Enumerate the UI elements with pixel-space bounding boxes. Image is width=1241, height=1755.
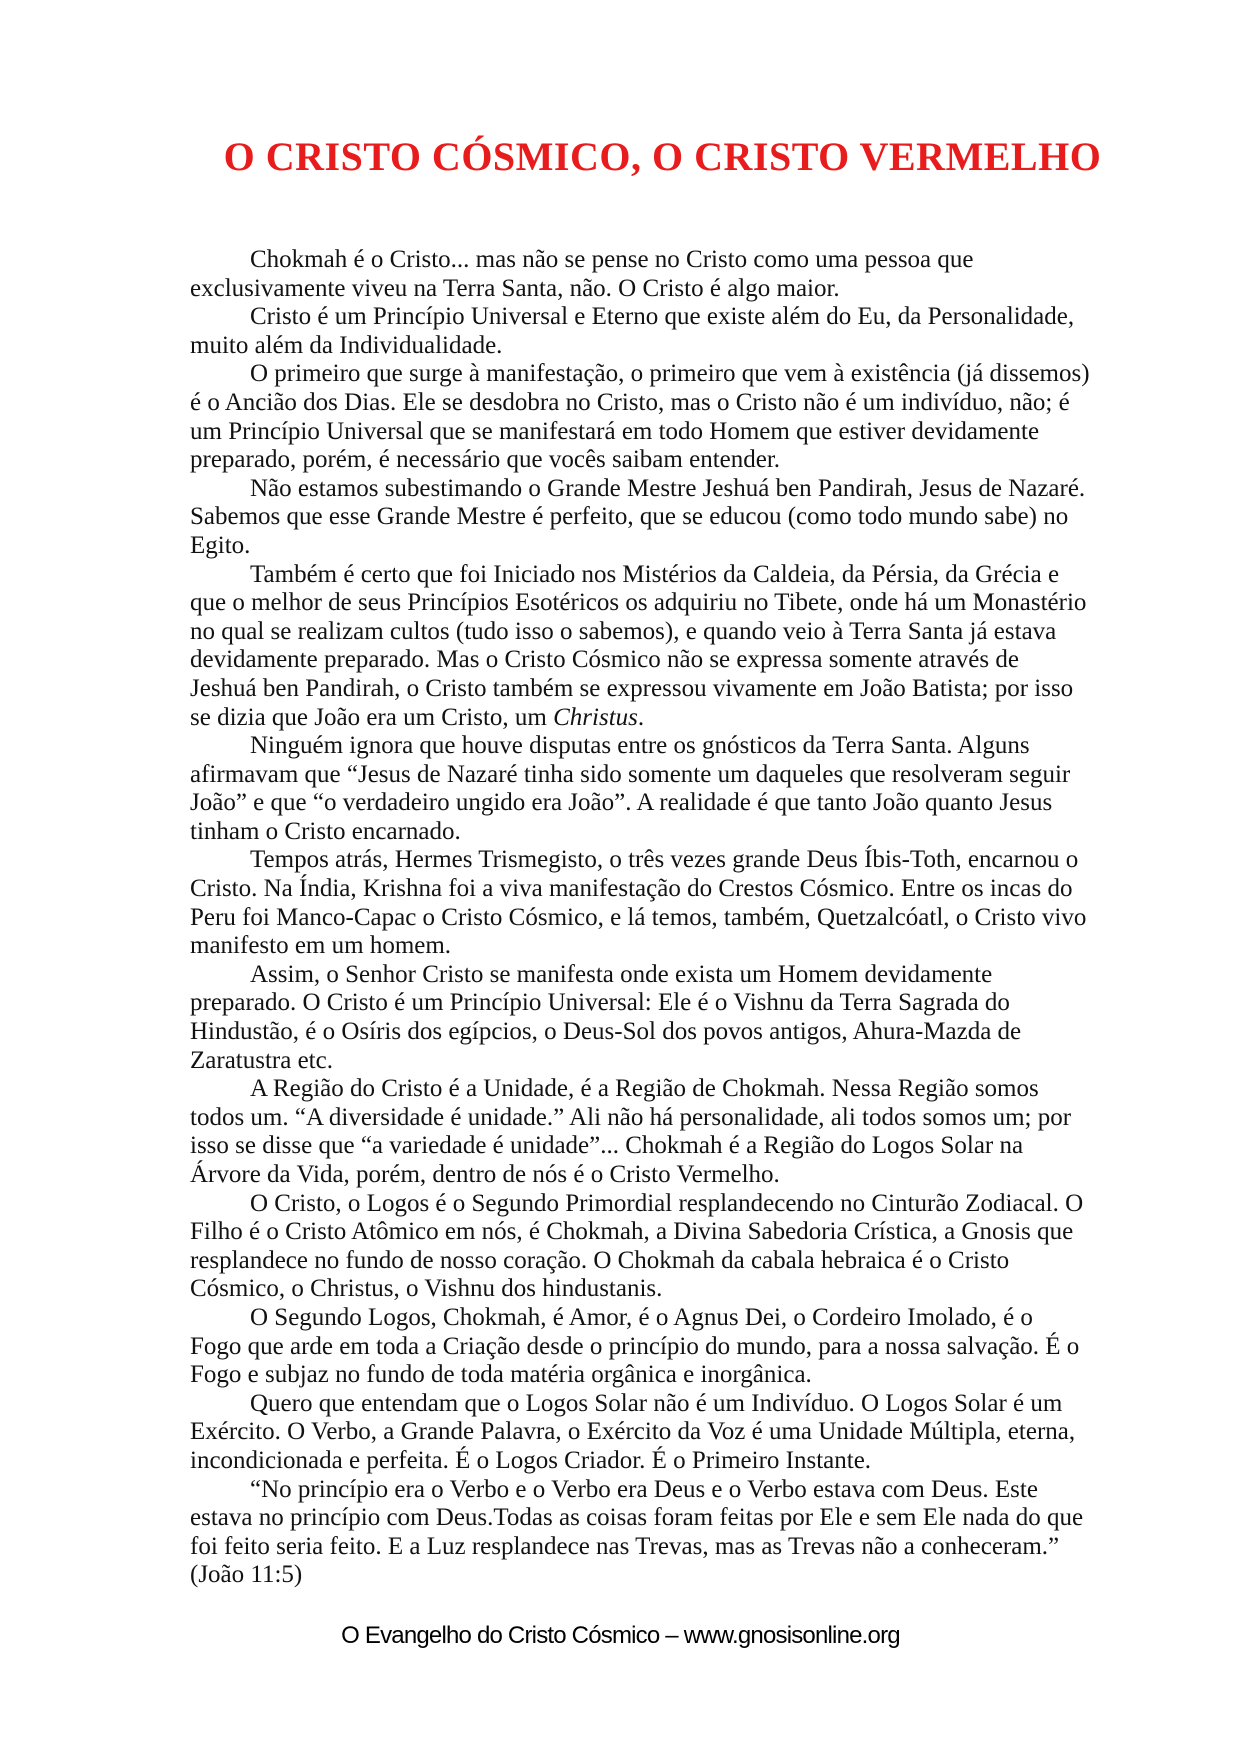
italic-text-segment: Christus xyxy=(553,703,638,731)
text-segment: Quero que entendam que o Logos Solar não é um Indivíduo. O Logos Solar é um Exército. O Verbo, a Grande Palavra, o Exército da Voz é uma Unidade Múltipla, eterna, incondicionada e perfeita. É o Logos Criador. É o Primeiro Instante. xyxy=(190,1389,1076,1474)
paragraph xyxy=(190,561,1090,733)
paragraph xyxy=(190,1190,1090,1304)
text-segment: Assim, o Senhor Cristo se manifesta onde exista um Homem devidamente preparado. O Cristo é um Princípio Universal: Ele é o Vishnu da Terra Sagrada do Hindustão, é o Osíris dos egípcios, o Deus-Sol dos povos antigos, Ahura-Mazda de Zaratustra etc. xyxy=(190,960,1022,1074)
text-segment: A Região do Cristo é a Unidade, é a Região de Chokmah. Nessa Região somos todos um. “A diversidade é unidade.” Ali não há personalidade, ali todos somos um; por isso se disse que “a variedade é unidade”... Chokmah é a Região do Logos Solar na Árvore da Vida, porém, dentro de nós é o Cristo Vermelho. xyxy=(190,1075,1072,1188)
text-segment: Não estamos subestimando o Grande Mestre Jeshuá ben Pandirah, Jesus de Nazaré. Sabemos que esse Grande Mestre é perfeito, que se educou (como todo mundo sabe) no Egito. xyxy=(190,474,1086,559)
paragraph xyxy=(190,475,1090,561)
paragraph xyxy=(190,246,1090,303)
footer-text: O Evangelho do Cristo Cósmico – www.gnosisonline.org xyxy=(341,1622,900,1649)
text-segment: O Segundo Logos, Chokmah, é Amor, é o Agnus Dei, o Cordeiro Imolado, é o Fogo que arde em toda a Criação desde o princípio do mundo, para a nossa salvação. É o Fogo e subjaz no fundo de toda matéria orgânica e inorgânica. xyxy=(190,1303,1080,1389)
text-segment: Tempos atrás, Hermes Trismegisto, o três vezes grande Deus Íbis-Toth, encarnou o Cristo. Na Índia, Krishna foi a viva manifestação do Crestos Cósmico. Entre os incas do Peru foi Manco-Capac o Cristo Cósmico, e lá temos, também, Quetzalcóatl, o Cristo vivo manifesto em um homem. xyxy=(190,846,1087,960)
paragraph xyxy=(190,1075,1090,1189)
paragraph xyxy=(190,846,1090,960)
document-body xyxy=(190,246,1090,1590)
paragraph xyxy=(190,360,1090,474)
paragraph xyxy=(190,961,1090,1075)
text-segment: O Cristo, o Logos é o Segundo Primordial resplandecendo no Cinturão Zodiacal. O Filho é o Cristo Atômico em nós, é Chokmah, a Divina Sabedoria Crística, a Gnosis que resplandece no fundo de nosso coração. O Chokmah da cabala hebraica é o Cristo Cósmico, o Christus, o Vishnu dos hindustanis. xyxy=(190,1189,1084,1303)
text-segment: Também é certo que foi Iniciado nos Mistérios da Caldeia, da Pérsia, da Grécia e que o melhor de seus Princípios Esotéricos os adquiriu no Tibete, onde há um Monastério no qual se realizam cultos (tudo isso o sabemos), e quando veio à Terra Santa já estava devidamente preparado. Mas o Cristo Cósmico não se expressa somente através de Jeshuá ben Pandirah, o Cristo também se expressou vivamente em João Batista; por isso se dizia que João era um Cristo, um xyxy=(190,560,1087,731)
paragraph xyxy=(190,1476,1090,1590)
text-segment: Ninguém ignora que houve disputas entre os gnósticos da Terra Santa. Alguns afirmavam que “Jesus de Nazaré tinha sido somente um daqueles que resolveram seguir João” e que “o verdadeiro ungido era João”. A realidade é que tanto João quanto Jesus tinham o Cristo encarnado. xyxy=(190,732,1071,845)
paragraph xyxy=(190,1390,1090,1476)
text-segment: Chokmah é o Cristo... mas não se pense no Cristo como uma pessoa que exclusivamente viveu na Terra Santa, não. O Cristo é algo maior. xyxy=(190,246,974,302)
paragraph xyxy=(190,303,1090,360)
text-segment: “No princípio era o Verbo e o Verbo era Deus e o Verbo estava com Deus. Este estava no princípio com Deus.Todas as coisas foram feitas por Ele e sem Ele nada do que foi feito seria feito. E a Luz resplandece nas Trevas, mas as Trevas não a conheceram.” (João 11:5) xyxy=(190,1475,1084,1589)
text-segment: Cristo é um Princípio Universal e Eterno que existe além do Eu, da Personalidade, muito além da Individualidade. xyxy=(190,303,1075,359)
page-title: O CRISTO CÓSMICO, O CRISTO VERMELHO xyxy=(223,134,1102,179)
paragraph xyxy=(190,732,1090,846)
text-segment: O primeiro que surge à manifestação, o primeiro que vem à existência (já dissemos) é o Ancião dos Dias. Ele se desdobra no Cristo, mas o Cristo não é um indivíduo, não; é um Princípio Universal que se manifestará em todo Homem que estiver devidamente preparado, porém, é necessário que vocês saibam entender. xyxy=(190,360,1090,474)
text-segment: . xyxy=(637,703,645,731)
paragraph xyxy=(190,1304,1090,1390)
